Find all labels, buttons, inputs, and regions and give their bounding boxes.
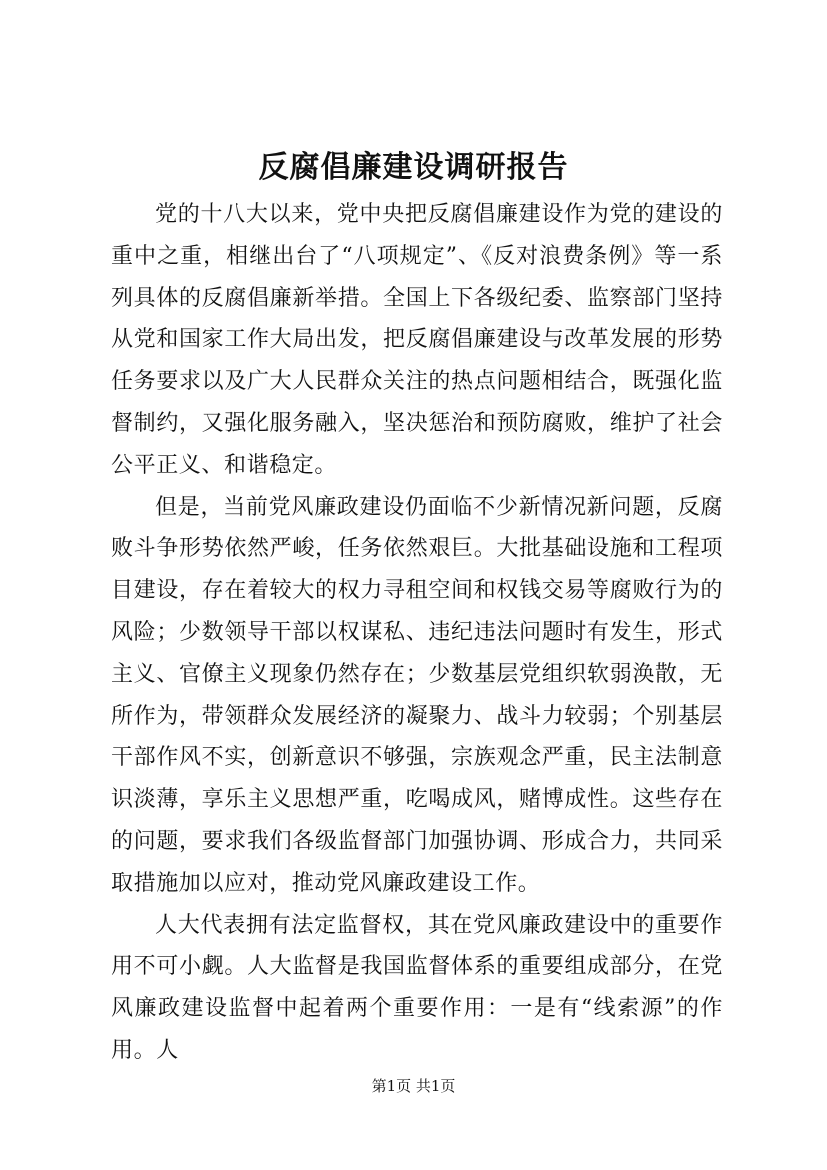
document-body (111, 194, 723, 1072)
document-title: 反腐倡廉建设调研报告 (258, 150, 569, 185)
page-footer: 第1页 共1页 (371, 1077, 456, 1095)
paragraph-1: 党的十八大以来，党中央把反腐倡廉建设作为党的建设的重中之重，相继出台了“八项规定”、《反对浪费条例》等一系列具体的反腐倡廉新举措。全国上下各级纪委、监察部门坚持从党和国家工作大局出发，把反腐倡廉建设与改革发展的形势任务要求以及广大人民群众关注的热点问题相结合，既强化监督制约，又强化服务融入，坚决惩治和预防腐败，维护了社会公平正义、和谐稳定。 (111, 202, 723, 478)
paragraph-3: 人大代表拥有法定监督权，其在党风廉政建设中的重要作用不可小觑。人大监督是我国监督体系的重要组成部分，在党风廉政建设监督中起着两个重要作用：一是有“线索源”的作用。人 (111, 912, 723, 1063)
paragraph-2: 但是，当前党风廉政建设仍面临不少新情况新问题，反腐败斗争形势依然严峻，任务依然艰巨。大批基础设施和工程项目建设，存在着较大的权力寻租空间和权钱交易等腐败行为的风险；少数领导干部以权谋私、违纪违法问题时有发生，形式主义、官僚主义现象仍然存在；少数基层党组织软弱涣散，无所作为，带领群众发展经济的凝聚力、战斗力较弱；个别基层干部作风不实，创新意识不够强，宗族观念严重，民主法制意识淡薄，享乐主义思想严重，吃喝成风，赌博成性。这些存在的问题，要求我们各级监督部门加强协调、形成合力，共同采取措施加以应对，推动党风廉政建设工作。 (111, 494, 723, 896)
